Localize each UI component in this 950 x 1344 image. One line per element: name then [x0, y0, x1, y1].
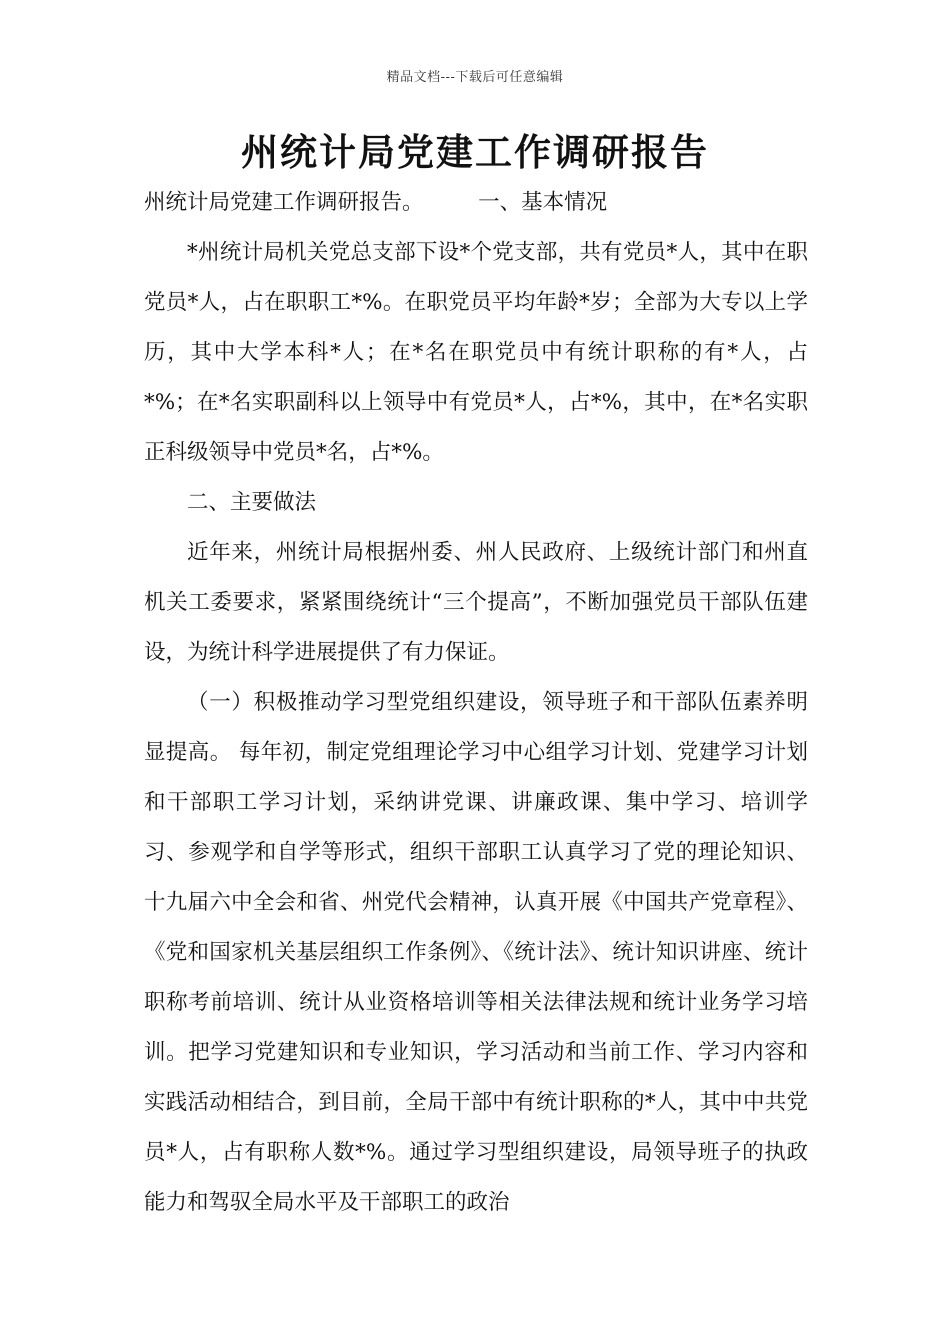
intro-line: 州统计局党建工作调研报告。 一、基本情况 — [144, 190, 608, 215]
section-heading-main-practices: 二、主要做法 — [187, 490, 317, 515]
header-note: 精品文档---下载后可任意编辑 — [386, 70, 564, 85]
paragraph-overview: 近年来，州统计局根据州委、州人民政府、上级统计部门和州直机关工委要求，紧紧围绕统计“三个提高”，不断加强党员干部队伍建设，为统计科学进展提供了有力保证。 — [144, 540, 808, 665]
document-body — [144, 178, 808, 1228]
paragraph-basic-situation: *州统计局机关党总支部下设*个党支部，共有党员*人，其中在职党员*人，占在职职工*%。在职党员平均年龄*岁；全部为大专以上学历，其中大学本科*人；在*名在职党员中有统计职称的有*人，占*%；在*名实职副科以上领导中有党员*人，占*%，其中，在*名实职正科级领导中党员*名，占*%。 — [144, 240, 808, 465]
paragraph-learning-organization: （一）积极推动学习型党组织建设，领导班子和干部队伍素养明显提高。 每年初，制定党组理论学习中心组学习计划、党建学习计划和干部职工学习计划，采纳讲党课、讲廉政课、集中学习、培训学习、参观学和自学等形式，组织干部职工认真学习了党的理论知识、十九届六中全会和省、州党代会精神，认真开展《中国共产党章程》、《党和国家机关基层组织工作条例》、《统计法》、统计知识讲座、统计职称考前培训、统计从业资格培训等相关法律法规和统计业务学习培训。把学习党建知识和专业知识，学习活动和当前工作、学习内容和实践活动相结合，到目前，全局干部中有统计职称的*人，其中中共党员*人，占有职称人数*%。通过学习型组织建设，局领导班子的执政能力和驾驭全局水平及干部职工的政治 — [144, 690, 808, 1215]
document-title: 州统计局党建工作调研报告 — [241, 130, 709, 174]
